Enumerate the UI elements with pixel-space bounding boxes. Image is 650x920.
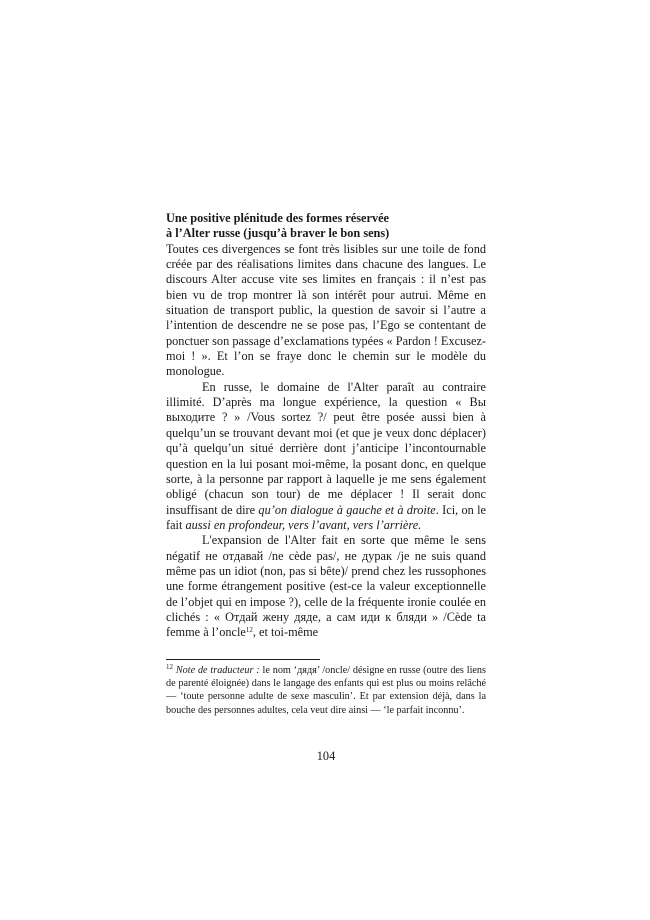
section-heading [166, 211, 486, 242]
paragraph-3 [166, 533, 486, 640]
paragraph-2 [166, 380, 486, 533]
main-text-block [166, 211, 486, 641]
footnote-number: 12 [166, 663, 173, 671]
footnote-reference: 12 [245, 626, 253, 635]
paragraph-2-italic-1: qu’on dialogue à gauche et à droite [258, 502, 436, 517]
page-number: 104 [316, 749, 336, 763]
paragraph-1: Toutes ces divergences se font très lisibles sur une toile de fond créée par des réalisations limites dans chacune des langues. Le discours Alter accuse vite ses limites en français : il n’est pas bien vu de trop montrer là son intérêt pour autrui. Même en situation de transport public, la question de savoir si l’autre a l’intention de descendre ne se pose pas, l’Ego se contentant de ponctuer son passage d’exclamations typées « Pardon ! Excusez-moi ! ». Et l’on se fraye donc le chemin sur le modèle du monologue. [166, 241, 486, 379]
footnote-text: le nom ‘дядя’ /oncle/ désigne en russe (outre des liens de parenté éloignée) dans le langage des enfants qui est plus ou moins relâché — ‘toute personne adulte de sexe masculin’. Et par extension déjà, dans la bouche des personnes adultes, cela veut dire ainsi — ‘le parfait inconnu’. [166, 665, 486, 716]
paragraph-3-text-end: , et toi-même [252, 625, 319, 640]
section-heading-line-2: à l’Alter russe (jusqu’à braver le bon sens) [166, 226, 390, 241]
paragraph-2-text: En russe, le domaine de l'Alter paraît au contraire illimité. D’après ma longue expérience, la question « Вы выходите ? » /Vous sortez ?/ peut être posée aussi bien à quelqu’un se trouvant devant moi (et que je veux donc déplacer) qu’à quelqu’un situé derrière dont j’anticipe l’incontournable question en la lui posant moi-même, la posant donc, en quelque sorte, à la personne par rapport à laquelle je me sens également obligé (chacun son tour) de me déplacer ! Il serait donc insuffisant de dire [166, 379, 486, 517]
footnote [166, 664, 486, 717]
footnote-separator [166, 659, 320, 660]
footnote-label: Note de traducteur : [175, 665, 260, 676]
paragraph-3-text: L'expansion de l'Alter fait en sorte que même le sens négatif не отдавай /ne cède pas/, не дурак /je ne suis quand même pas un idiot (non, pas si bête)/ prend chez les russophones une forme étrangement positive (est-ce la valeur exceptionnelle de l’objet qui en impose ?), celle de la fréquente ironie coulée en clichés : « Отдай жену дяде, а сам иди к бляди » /Cède ta femme à l’oncle [166, 533, 486, 640]
section-heading-line-1: Une positive plénitude des formes réservée [166, 211, 390, 225]
paragraph-2-italic-2: aussi en profondeur, vers l’avant, vers l’arrière. [185, 517, 422, 532]
paragraph-2-text-mid: . Ici, on le fait [166, 502, 487, 532]
